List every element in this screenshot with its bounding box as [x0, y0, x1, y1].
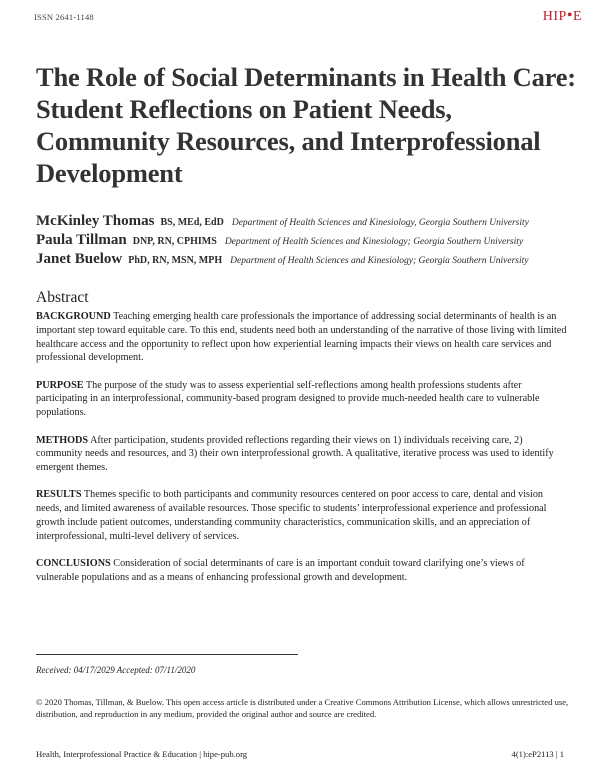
author-credentials: BS, MEd, EdD	[160, 217, 224, 228]
abstract-heading: Abstract	[36, 289, 89, 306]
issn-number: ISSN 2641-1148	[34, 12, 94, 22]
abstract-purpose	[36, 379, 570, 420]
author-entry	[36, 250, 596, 269]
received-accepted-dates: Received: 04/17/2029 Accepted: 07/11/2020	[36, 665, 196, 675]
footer-page-number: 4(1):eP2113 | 1	[511, 749, 564, 759]
abstract-results	[36, 488, 570, 543]
section-label: RESULTS	[36, 489, 82, 501]
abstract-background	[36, 310, 570, 365]
section-text: The purpose of the study was to assess experiential self-reflections among health professions students after participating in an interprofessional, community-based program designed to provide much-needed health care to vulnerable populations.	[36, 379, 540, 419]
author-name: Janet Buelow	[36, 251, 123, 267]
author-list	[36, 212, 596, 269]
section-text: Themes specific to both participants and community resources centered on poor access to care, dental and vision needs, and limited awareness of available resources. Those specific to students’ interprofessional experience and professional growth include patient outcomes, understanding community characteristics, communication skills, and an appreciation of interprofessional, multi-level delivery of services.	[36, 489, 547, 542]
abstract-body	[36, 310, 570, 598]
license-statement: © 2020 Thomas, Tillman, & Buelow. This open access article is distributed under a Creative Commons Attribution License, which allows unrestricted use, distribution, and reproduction in any medium, provided the original author and source are credited.	[36, 697, 569, 719]
article-title: The Role of Social Determinants in Health Care: Student Reflections on Patient Needs, Community Resources, and Interprofessional Development	[36, 62, 576, 188]
author-entry	[36, 231, 596, 250]
section-label: BACKGROUND	[36, 311, 111, 322]
author-name: McKinley Thomas	[36, 213, 155, 229]
section-label: CONCLUSIONS	[36, 558, 111, 570]
section-label: PURPOSE	[36, 379, 84, 391]
logo-text-hip: HIP	[542, 9, 567, 24]
abstract-conclusions	[36, 557, 570, 585]
author-affiliation: Department of Health Sciences and Kinesiology; Georgia Southern University	[224, 237, 524, 247]
author-entry	[36, 212, 596, 231]
author-credentials: PhD, RN, MSN, MPH	[128, 255, 223, 266]
author-credentials: DNP, RN, CPHIMS	[132, 236, 217, 247]
footer-journal: Health, Interprofessional Practice & Education | hipe-pub.org	[36, 749, 248, 759]
logo-text-e: E	[572, 9, 582, 24]
section-text: Consideration of social determinants of care is an important conduit toward clarifying one’s views of vulnerable populations and as a means of enhancing professional growth and development.	[36, 558, 525, 583]
section-label: METHODS	[36, 434, 89, 446]
footnote-divider	[36, 654, 298, 655]
section-text: Teaching emerging health care professionals the importance of addressing social determinants of health is an important step toward equitable care. To this end, students need both an understanding of the narrative of those living with limited healthcare access and the opportunity to reflect upon how experiential learning impacts their views on health care services and professional development.	[36, 311, 567, 364]
author-affiliation: Department of Health Sciences and Kinesiology, Georgia Southern University	[231, 218, 529, 228]
logo-dot-icon: •	[566, 7, 573, 24]
author-affiliation: Department of Health Sciences and Kinesiology; Georgia Southern University	[230, 256, 529, 266]
abstract-methods	[36, 434, 570, 475]
journal-logo	[543, 7, 582, 25]
author-name: Paula Tillman	[36, 232, 127, 248]
section-text: After participation, students provided reflections regarding their views on 1) individuals receiving care, 2) community needs and resources, and 3) their own interprofessional growth. A qualitative, iterative process was used to identify emergent themes.	[36, 434, 554, 474]
